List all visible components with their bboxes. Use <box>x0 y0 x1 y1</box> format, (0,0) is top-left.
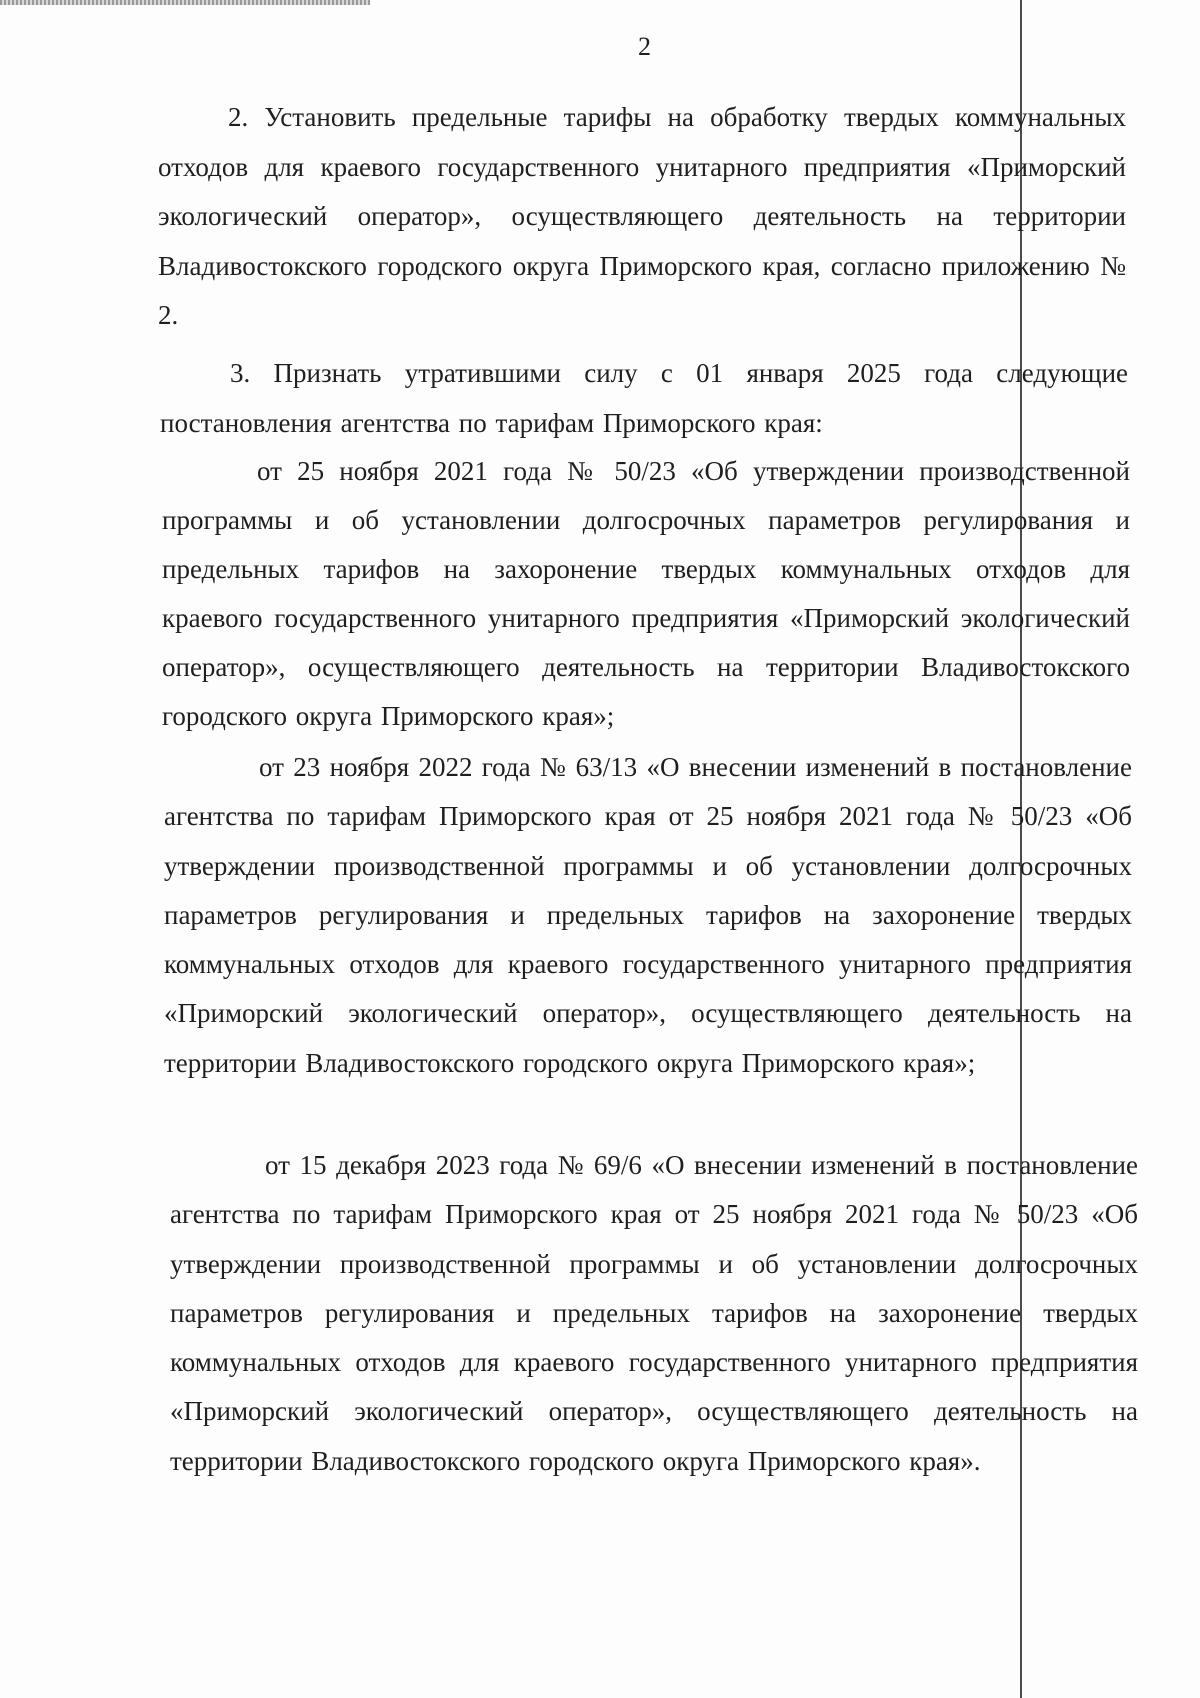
repealed-resolution-2023: от 15 декабря 2023 года № 69/6 «О внесении изменений в постановление агентства по тарифам Приморского края от 25 ноября 2021 года № 50/23 «Об утверждении производственной программы и об установлении долгосрочных параметров регулирования и предельных тарифов на захоронение твердых коммунальных отходов для краевого государственного унитарного предприятия «Приморский экологический оператор», осуществляющего деятельность на территории Владивостокского городского округа Приморского края». <box>170 1150 1138 1476</box>
scan-edge-artifact <box>0 0 370 5</box>
page-number: 2 <box>638 32 652 61</box>
repealed-resolution-2022: от 23 ноября 2022 года № 63/13 «О внесении изменений в постановление агентства по тарифам Приморского края от 25 ноября 2021 года № 50/23 «Об утверждении производственной программы и об установлении долгосрочных параметров регулирования и предельных тарифов на захоронение твердых коммунальных отходов для краевого государственного унитарного предприятия «Приморский экологический оператор», осуществляющего деятельность на территории Владивостокского городского округа Приморского края»; <box>164 752 1132 1078</box>
paragraph-item-2: 2. Установить предельные тарифы на обработку твердых коммунальных отходов для краевого государственного унитарного предприятия «Приморский экологический оператор», осуществляющего деятельность на территории Владивостокского городского округа Приморского края, согласно приложению № 2. <box>158 102 1126 330</box>
repealed-resolution-2021: от 25 ноября 2021 года № 50/23 «Об утверждении производственной программы и об установлении долгосрочных параметров регулирования и предельных тарифов на захоронение твердых коммунальных отходов для краевого государственного унитарного предприятия «Приморский экологический оператор», осуществляющего деятельность на территории Владивостокского городского округа Приморского края»; <box>162 456 1130 731</box>
paragraph-item-3: 3. Признать утратившими силу с 01 января 2025 года следующие постановления агентства по тарифам Приморского края: <box>160 358 1128 438</box>
